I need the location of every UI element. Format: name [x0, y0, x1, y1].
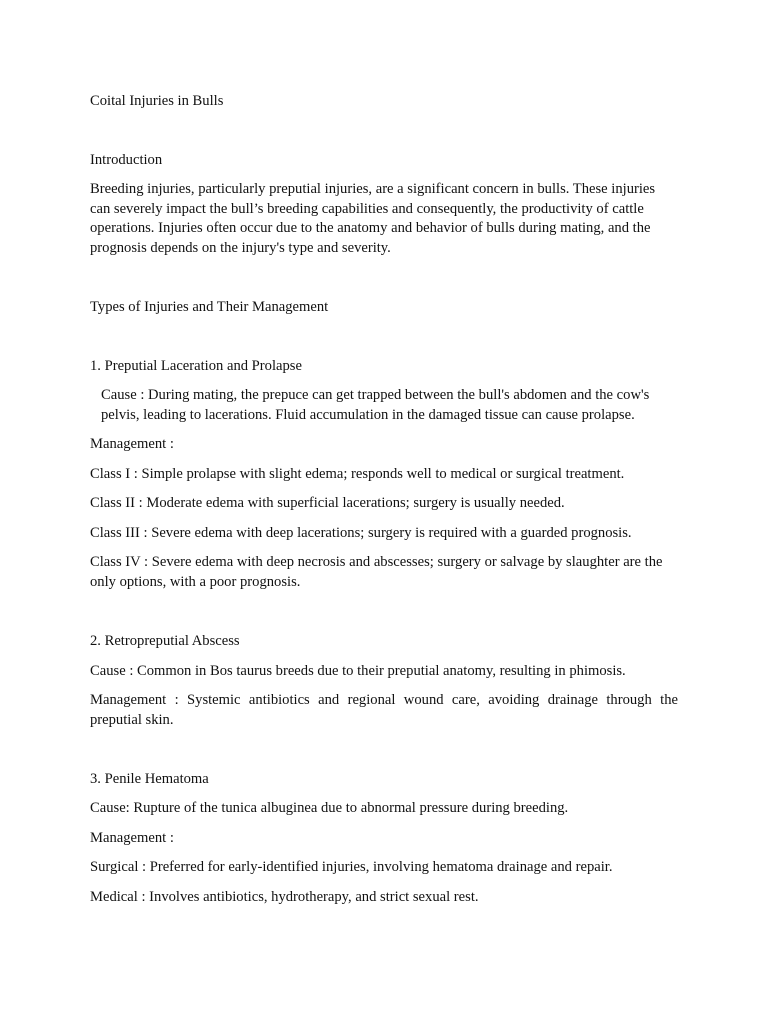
section1-class1: Class I : Simple prolapse with slight edema; responds well to medical or surgical treatment. — [90, 466, 625, 482]
document-title: Coital Injuries in Bulls — [90, 93, 224, 109]
intro-heading: Introduction — [90, 152, 163, 168]
section3-surgical: Surgical : Preferred for early-identified injuries, involving hematoma drainage and repair. — [90, 859, 613, 875]
section3-management-label: Management : — [90, 830, 174, 846]
section2-heading: 2. Retropreputial Abscess — [90, 633, 240, 649]
section1-class3: Class III : Severe edema with deep lacerations; surgery is required with a guarded prognosis. — [90, 525, 632, 541]
types-heading: Types of Injuries and Their Management — [90, 299, 329, 315]
section1-cause: Cause : During mating, the prepuce can get trapped between the bull's abdomen and the cow's pelvis, leading to lacerations. Fluid accumulation in the damaged tissue can cause prolapse. — [101, 387, 650, 423]
section1-management-label: Management : — [90, 436, 174, 452]
section1-heading: 1. Preputial Laceration and Prolapse — [90, 358, 302, 374]
section2-cause: Cause : Common in Bos taurus breeds due to their preputial anatomy, resulting in phimosis. — [90, 663, 626, 679]
section1-class4: Class IV : Severe edema with deep necrosis and abscesses; surgery or salvage by slaughter are the only options, with a poor prognosis. — [90, 554, 663, 590]
section3-cause: Cause: Rupture of the tunica albuginea due to abnormal pressure during breeding. — [90, 800, 569, 816]
section1-class2: Class II : Moderate edema with superficial lacerations; surgery is usually needed. — [90, 495, 565, 511]
section2-management: Management : Systemic antibiotics and regional wound care, avoiding drainage through the preputial skin. — [90, 692, 678, 728]
intro-paragraph: Breeding injuries, particularly preputial injuries, are a significant concern in bulls. These injuries can severely impact the bull’s breeding capabilities and consequently, the productivity of cattle operations. Injuries often occur due to the anatomy and behavior of bulls during mating, and the prognosis depends on the injury's type and severity. — [90, 181, 656, 256]
section3-medical: Medical : Involves antibiotics, hydrotherapy, and strict sexual rest. — [90, 889, 479, 905]
section3-heading: 3. Penile Hematoma — [90, 771, 209, 787]
